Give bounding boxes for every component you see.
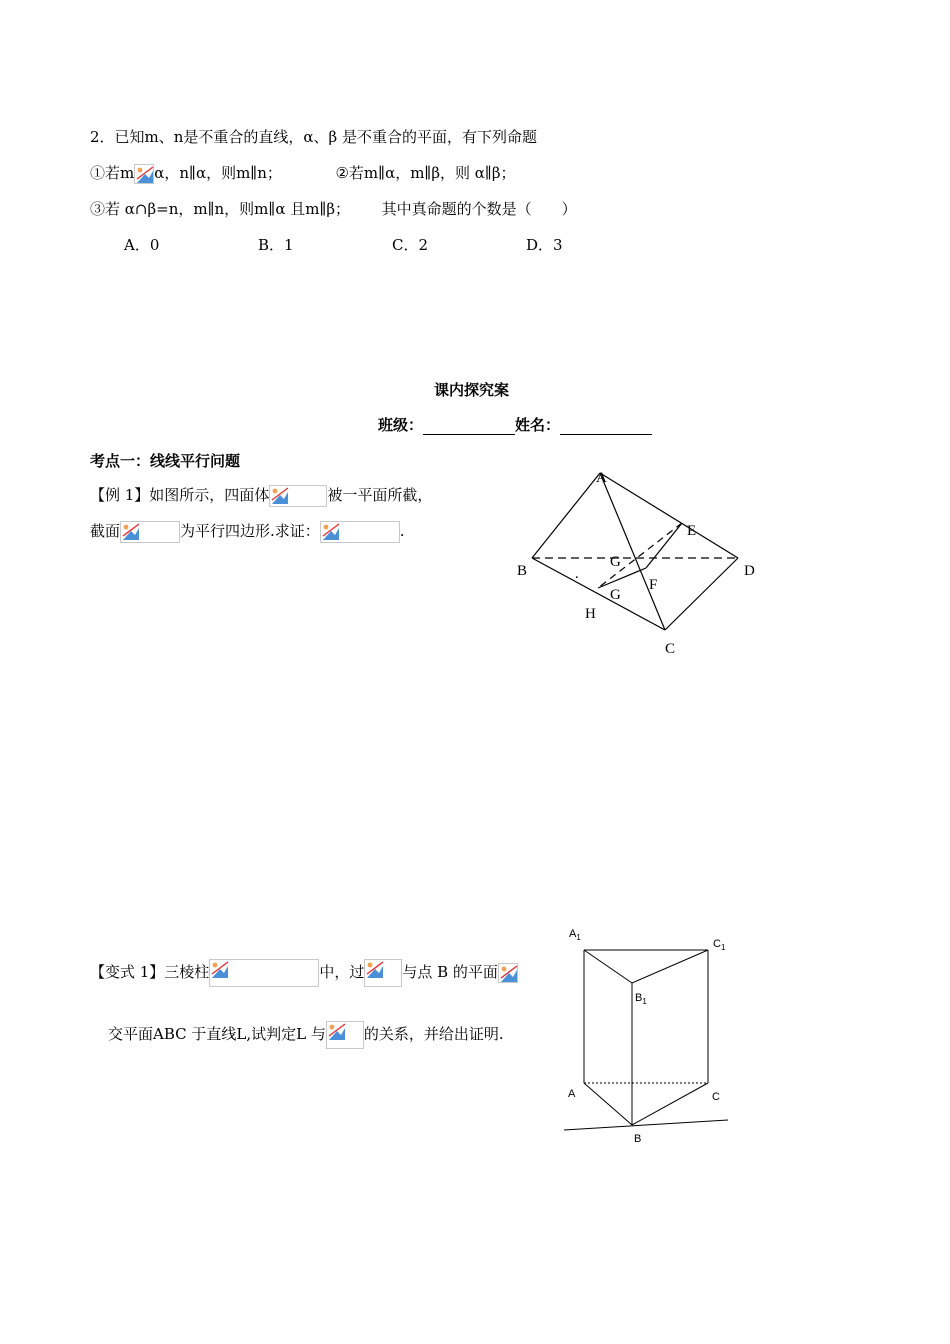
q2-statement-row1 [90, 163, 516, 184]
q2-option-c[interactable]: C．2 [392, 236, 429, 254]
edge-ab [584, 1083, 632, 1125]
name-label: 姓名： [515, 416, 561, 434]
label-g-upper: G [610, 554, 621, 570]
q2-question: 其中真命题的个数是（ ） [381, 200, 577, 218]
edge-fh [598, 568, 646, 588]
line-l [564, 1120, 728, 1130]
example1-text-d: 为平行四边形.求证： [180, 522, 320, 540]
variant1-text-c: 与点 B 的平面 [402, 963, 498, 981]
class-name-row [378, 415, 652, 435]
label-h: H [585, 606, 596, 622]
label-e: E [687, 523, 697, 539]
edge-ef [646, 523, 682, 568]
variant1-text-b: 中，过 [319, 963, 365, 981]
label-g-lower: G [610, 587, 621, 603]
label-a1: $A_1$ [569, 928, 581, 942]
keypoint1-title: 考点一：线线平行问题 [90, 452, 241, 470]
label-b1: $B_1$ [635, 992, 647, 1006]
label-a: A [568, 1088, 576, 1100]
name-blank[interactable] [560, 418, 652, 435]
example1-text-a: 【例 1】如图所示，四面体 [90, 486, 270, 504]
q2-statement-row2 [90, 199, 577, 219]
edge-ad [600, 473, 738, 558]
q2-statement1-b: α，n∥α，则m∥n； [154, 164, 282, 182]
broken-image-icon [120, 521, 180, 543]
edge-b1c1 [632, 950, 708, 983]
edge-cd [665, 558, 738, 630]
broken-image-icon [320, 521, 400, 543]
example1-text-e: . [399, 522, 405, 540]
class-label: 班级： [378, 416, 424, 434]
edge-ac [600, 473, 665, 630]
broken-image-icon [134, 164, 154, 184]
section-title: 课内探究案 [434, 381, 510, 399]
q2-statement1-a: ①若m [90, 164, 135, 182]
label-c: C [665, 641, 676, 657]
label-dot: . [575, 566, 579, 582]
triangular-prism-figure [560, 920, 735, 1150]
edge-ab [532, 473, 600, 558]
q2-option-a[interactable]: A．0 [124, 236, 160, 254]
label-f: F [649, 577, 658, 593]
example1-line2 [90, 521, 405, 543]
variant1-line2 [108, 1021, 504, 1049]
q2-options [124, 235, 563, 255]
label-a: A [596, 470, 607, 486]
class-blank[interactable] [423, 418, 515, 435]
broken-image-icon [498, 963, 518, 983]
example1-text-c: 截面 [90, 522, 121, 540]
edge-a1b1 [584, 950, 632, 983]
variant1-text-e: 的关系，并给出证明. [363, 1025, 504, 1043]
example1-line1 [90, 485, 432, 507]
label-d: D [744, 563, 755, 579]
tetrahedron-figure [510, 465, 770, 665]
edge-bc [632, 1083, 708, 1125]
broken-image-icon [326, 1021, 364, 1049]
label-b: B [517, 563, 528, 579]
variant1-line1 [90, 959, 518, 987]
broken-image-icon [269, 485, 327, 507]
q2-option-d[interactable]: D．3 [526, 236, 563, 254]
label-c1: $C_1$ [713, 938, 726, 952]
variant1-text-a: 【变式 1】三棱柱 [90, 963, 210, 981]
label-c: C [712, 1091, 720, 1103]
q2-statement3: ③若 α∩β=n，m∥n，则m∥α 且m∥β； [90, 200, 351, 218]
example1-text-b: 被一平面所截， [327, 486, 433, 504]
variant1-text-d: 交平面ABC 于直线L,试判定L 与 [108, 1025, 326, 1043]
q2-stem: 2．已知m、n是不重合的直线，α、β 是不重合的平面，有下列命题 [90, 128, 537, 146]
q2-statement2: ②若m∥α，m∥β，则 α∥β； [335, 164, 516, 182]
broken-image-icon [364, 959, 402, 987]
label-b: B [634, 1133, 642, 1145]
q2-option-b[interactable]: B．1 [258, 236, 294, 254]
broken-image-icon [209, 959, 319, 987]
